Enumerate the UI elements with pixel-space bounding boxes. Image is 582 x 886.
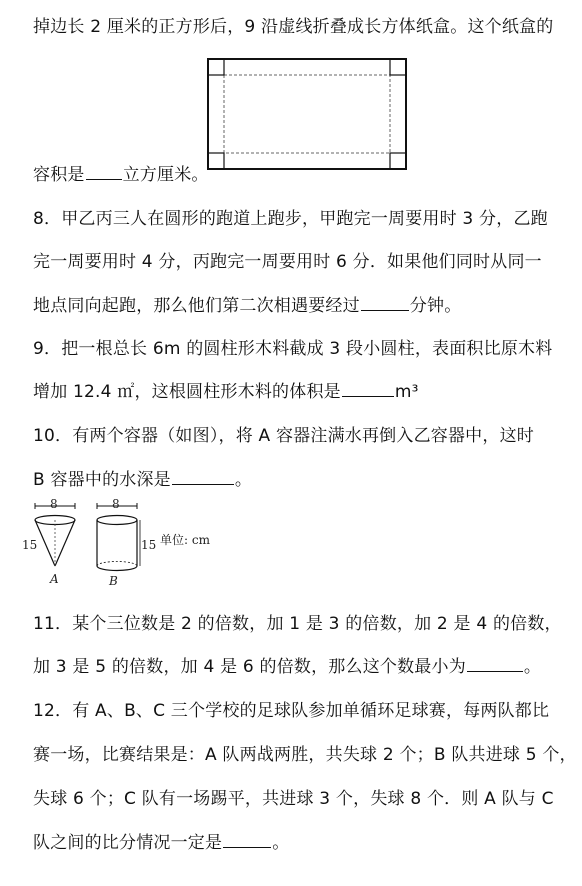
q11-before: 加 3 是 5 的倍数，加 4 是 6 的倍数，那么这个数最小为 <box>33 657 466 677</box>
net-inner-dashed <box>224 75 390 153</box>
answer-blank <box>223 833 271 848</box>
unit-label: 单位: cm <box>160 533 210 547</box>
cone-height-dimension: 15 <box>22 538 38 552</box>
cone-top-dimension: 8 <box>50 497 58 511</box>
corner-square-bl <box>208 153 224 169</box>
line-2-after: 立方厘米。 <box>122 165 209 185</box>
cylinder-top-dimension: 8 <box>112 497 120 511</box>
q11-line-1: 11．某个三位数是 2 的倍数，加 1 是 3 的倍数，加 2 是 4 的倍数， <box>33 614 562 634</box>
answer-blank <box>342 382 394 397</box>
q12-line-1: 12．有 A、B、C 三个学校的足球队参加单循环足球赛，每两队都比 <box>33 701 550 721</box>
containers-figure <box>25 498 155 588</box>
q11-after: 。 <box>523 657 542 677</box>
cone-label-a: A <box>50 572 59 586</box>
q10-after: 。 <box>234 470 253 490</box>
corner-square-tr <box>390 59 406 75</box>
line-1: 掉边长 2 厘米的正方形后，9 沿虚线折叠成长方体纸盒。这个纸盒的 <box>33 17 554 37</box>
q12-line-3: 失球 6 个；C 队有一场踢平，共进球 3 个，失球 8 个．则 A 队与 C <box>33 789 554 809</box>
line-2-before: 容积是 <box>33 165 85 185</box>
q8-line-2: 完一周要用时 4 分，丙跑完一周要用时 6 分．如果他们同时从同一 <box>33 252 542 272</box>
q10-line-1: 10．有两个容器（如图），将 A 容器注满水再倒入乙容器中，这时 <box>33 426 534 446</box>
q9-before: 增加 12.4 ㎡，这根圆柱形木料的体积是 <box>33 382 341 402</box>
q12-line-4 <box>33 828 289 853</box>
q12-after: 。 <box>272 833 290 853</box>
answer-blank <box>467 657 523 672</box>
box-net-figure <box>207 58 407 170</box>
answer-blank <box>86 165 122 180</box>
q11-line-2 <box>33 652 541 677</box>
q10-before: B 容器中的水深是 <box>33 470 171 490</box>
cylinder-label-b: B <box>109 574 118 588</box>
answer-blank <box>172 470 234 485</box>
q12-line-2: 赛一场，比赛结果是：A 队两战两胜，共失球 2 个；B 队共进球 5 个， <box>33 745 577 765</box>
q9-line-2 <box>33 377 419 402</box>
q10-line-2 <box>33 465 252 490</box>
q12-before: 队之间的比分情况一定是 <box>33 833 223 853</box>
corner-square-tl <box>208 59 224 75</box>
corner-square-br <box>390 153 406 169</box>
q8-line-3 <box>33 291 461 316</box>
q9-after: m³ <box>394 382 419 402</box>
answer-blank <box>361 296 409 311</box>
q8-after: 分钟。 <box>409 296 462 316</box>
cylinder-top-ellipse <box>97 516 137 525</box>
q8-line-1: 8．甲乙丙三人在圆形的跑道上跑步，甲跑完一周要用时 3 分，乙跑 <box>33 209 548 229</box>
cylinder-height-dimension: 15 <box>141 538 157 552</box>
line-2 <box>33 160 209 185</box>
q8-before: 地点同向起跑，那么他们第二次相遇要经过 <box>33 296 360 316</box>
q9-line-1: 9．把一根总长 6m 的圆柱形木料截成 3 段小圆柱，表面积比原木料 <box>33 339 553 359</box>
